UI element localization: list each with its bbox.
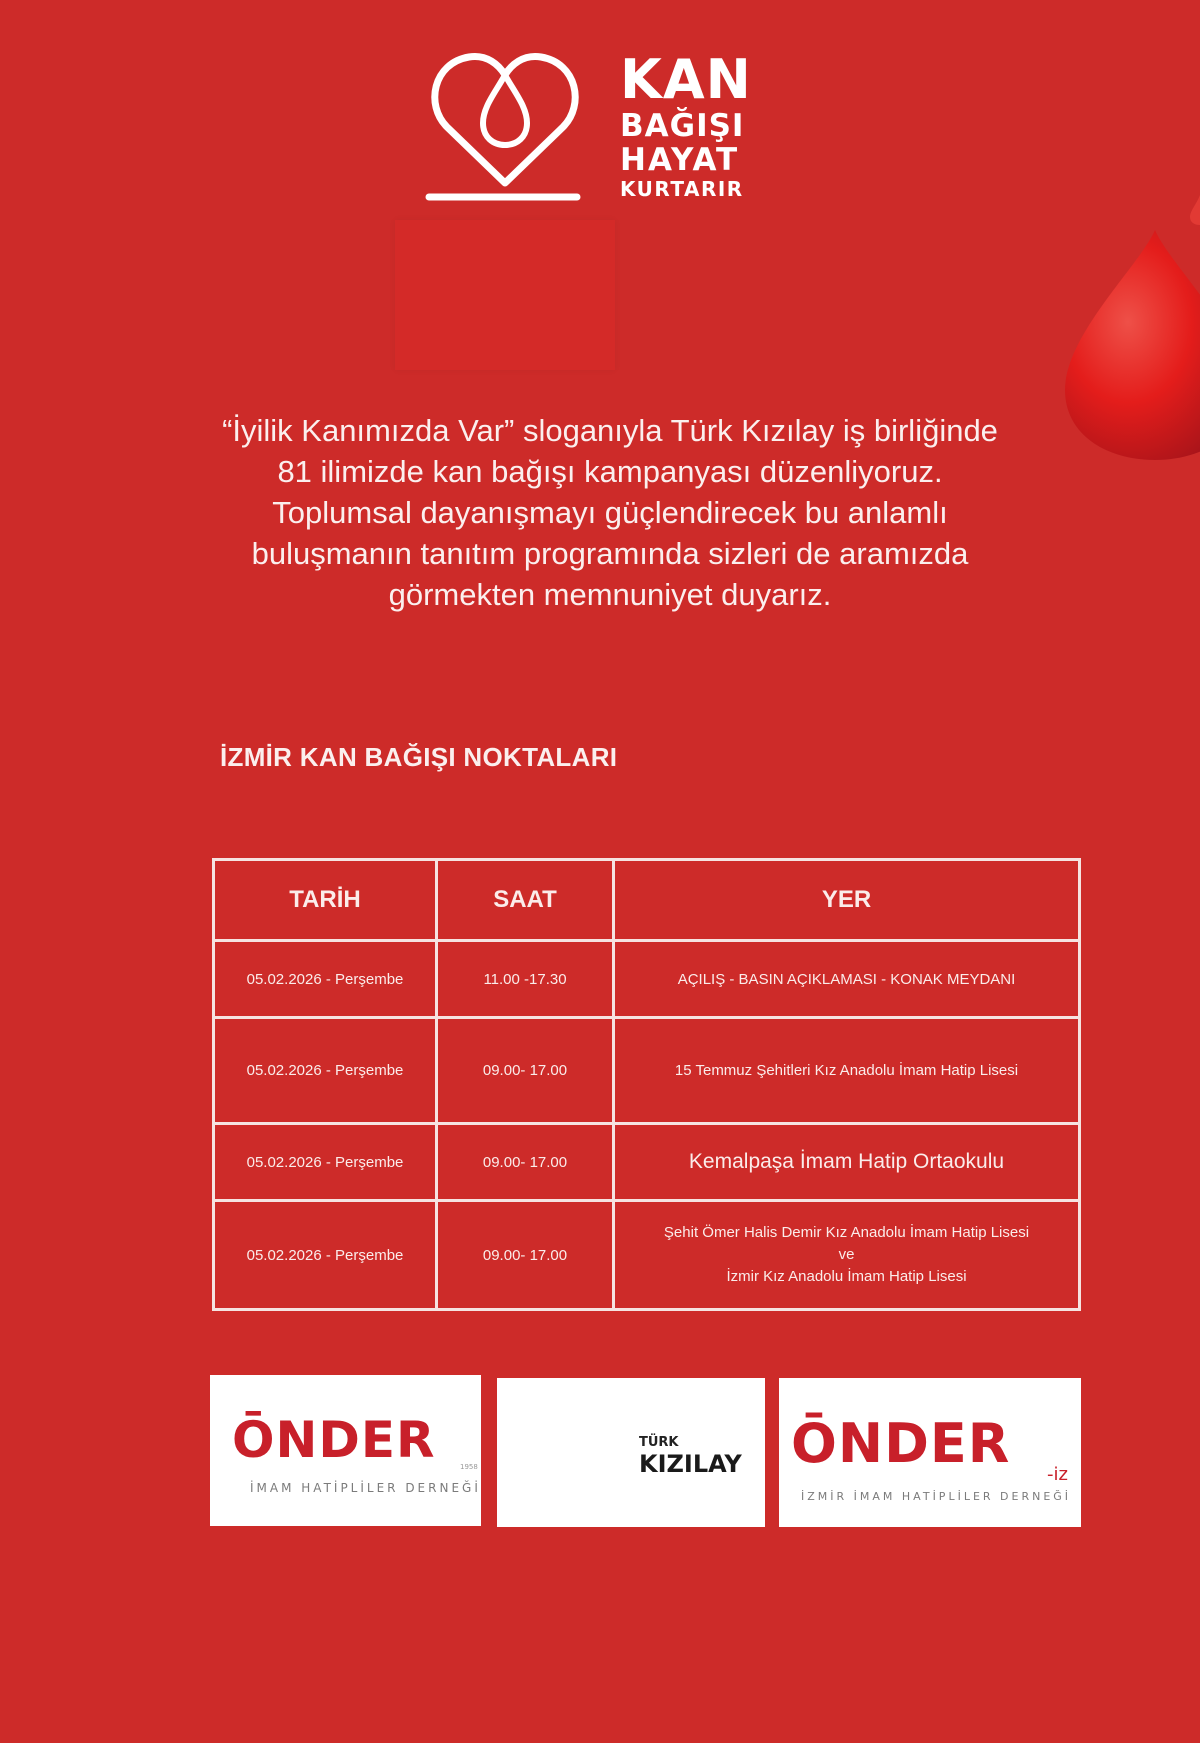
onder-subtitle: İMAM HATİPLİLER DERNEĞİ [250, 1481, 481, 1495]
header-time: SAAT [437, 860, 614, 941]
cell-time: 11.00 -17.30 [437, 941, 614, 1018]
cell-date: 05.02.2026 - Perşembe [214, 1201, 437, 1310]
schedule-table [212, 858, 1081, 1311]
table-row [214, 1018, 1080, 1124]
cell-time: 09.00- 17.00 [437, 1124, 614, 1201]
table-row [214, 1201, 1080, 1310]
partner-logo-kizilay [497, 1378, 765, 1527]
cell-date: 05.02.2026 - Perşembe [214, 1018, 437, 1124]
table-row [214, 941, 1080, 1018]
cell-date: 05.02.2026 - Perşembe [214, 941, 437, 1018]
table-row [214, 1124, 1080, 1201]
section-title: İZMİR KAN BAĞIŞI NOKTALARI [220, 742, 618, 772]
header-date: TARİH [214, 860, 437, 941]
place-line: Şehit Ömer Halis Demir Kız Anadolu İmam Hatip Lisesi [663, 1224, 1030, 1241]
small-drop-icon [1188, 195, 1200, 225]
cell-place: Kemalpaşa İmam Hatip Ortaokulu [614, 1124, 1080, 1201]
onder-wordmark: ŌNDER [232, 1411, 436, 1469]
cell-place: 15 Temmuz Şehitleri Kız Anadolu İmam Hatip Lisesi [614, 1018, 1080, 1124]
image-placeholder [395, 220, 615, 370]
onder-mark: 1958 [460, 1463, 478, 1471]
partner-logo-onder-iz [779, 1378, 1081, 1527]
onder-iz-subtitle: İZMİR İMAM HATİPLİLER DERNEĞİ [801, 1490, 1072, 1503]
logo-line-1: KAN [620, 48, 752, 111]
table-header-row [214, 860, 1080, 941]
onder-iz-mark: -iz [1047, 1464, 1068, 1485]
crescent-icon [525, 1404, 635, 1514]
intro-line: Toplumsal dayanışmayı güçlendirecek bu anlamlı [272, 495, 948, 530]
intro-line: “İyilik Kanımızda Var” sloganıyla Türk Kızılay iş birliğinde [222, 413, 998, 448]
kizilay-main-text: KIZILAY [639, 1450, 742, 1478]
cell-time: 09.00- 17.00 [437, 1201, 614, 1310]
intro-line: buluşmanın tanıtım programında sizleri de aramızda [251, 536, 969, 571]
onder-iz-wordmark: ŌNDER [791, 1412, 1011, 1475]
logo-line-2: BAĞIŞI [620, 108, 745, 144]
intro-line: 81 ilimizde kan bağışı kampanyası düzenliyoruz. [277, 454, 943, 489]
logo-line-3: HAYAT [620, 142, 740, 178]
header-place: YER [614, 860, 1080, 941]
logo-line-4: KURTARIR [620, 177, 744, 201]
intro-paragraph [150, 410, 1070, 615]
place-line: İzmir Kız Anadolu İmam Hatip Lisesi [726, 1268, 967, 1285]
place-line: ve [838, 1246, 855, 1263]
heart-drop-icon [425, 45, 585, 205]
partner-logo-onder [210, 1375, 481, 1526]
cell-place: AÇILIŞ - BASIN AÇIKLAMASI - KONAK MEYDANI [614, 941, 1080, 1018]
cell-date: 05.02.2026 - Perşembe [214, 1124, 437, 1201]
campaign-logo [425, 45, 765, 205]
logo-wordmark [620, 48, 752, 201]
intro-line: görmekten memnuniyet duyarız. [388, 577, 832, 612]
cell-place [614, 1201, 1080, 1310]
cell-time: 09.00- 17.00 [437, 1018, 614, 1124]
kizilay-top-text: TÜRK [639, 1435, 679, 1450]
